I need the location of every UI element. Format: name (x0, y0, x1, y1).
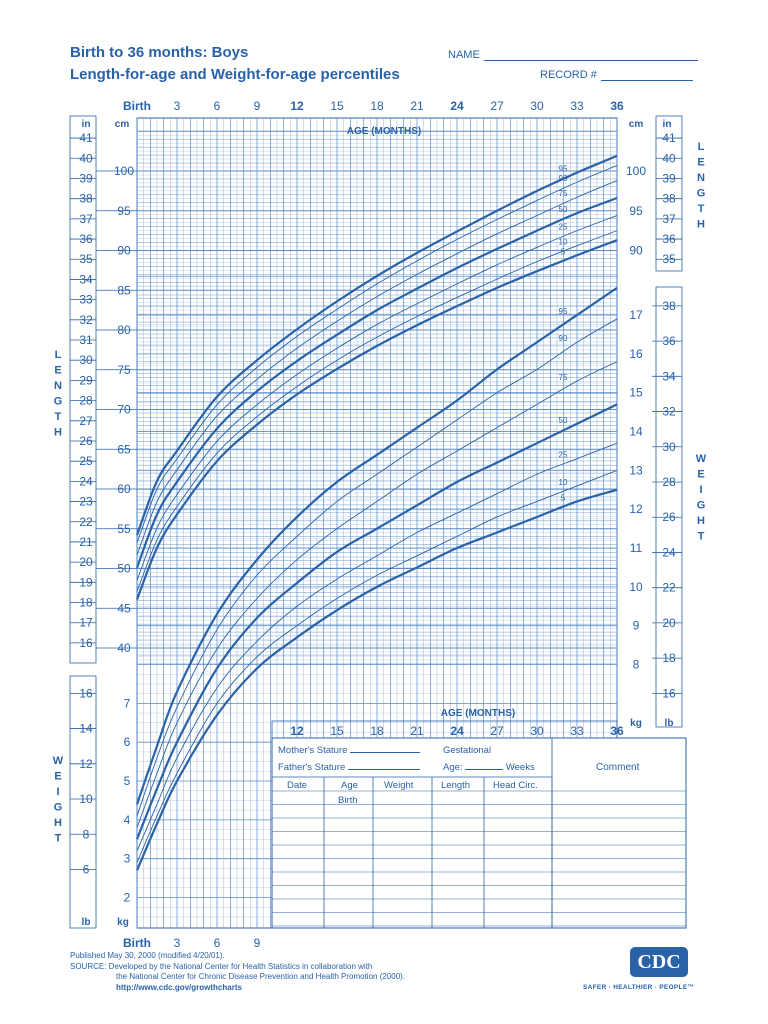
kg-tick-label-left: 7 (123, 696, 131, 711)
x-tick-label-bottom: 3 (173, 936, 181, 950)
cm-tick-label-left: 50 (117, 561, 131, 576)
percentile-label-50: 50 (558, 205, 568, 215)
kg-tick-label-left: 3 (123, 851, 131, 866)
length-axis-title-right: G (696, 187, 706, 200)
weight-axis-title-right: H (697, 515, 705, 527)
in-tick-label-left: 19 (79, 575, 93, 590)
percentile-label-75: 75 (558, 189, 568, 199)
in-tick-label-left: 26 (79, 433, 93, 448)
lb-tick-label-right: 18 (662, 651, 676, 666)
cm-tick-label-left: 70 (117, 402, 131, 417)
lb-unit-right: lb (664, 718, 674, 729)
in-tick-label-left: 25 (79, 454, 93, 469)
x-tick-label-top: 21 (410, 99, 424, 113)
kg-unit-left: kg (117, 917, 129, 928)
x-tick-label-middle: 24 (450, 724, 464, 738)
comment-header: Comment (596, 762, 640, 773)
in-tick-label-right: 41 (662, 131, 676, 146)
percentile-label-5: 5 (560, 493, 566, 503)
x-tick-label-middle: 33 (570, 724, 584, 738)
lb-tick-label-right: 28 (662, 474, 676, 489)
length-axis-title-left: T (54, 411, 62, 423)
in-tick-label-left: 31 (79, 333, 93, 348)
in-tick-label-left: 27 (79, 413, 93, 428)
x-tick-label-top: 33 (570, 99, 584, 113)
in-tick-label-left: 41 (79, 131, 93, 146)
cm-tick-label-left: 90 (117, 243, 131, 258)
in-tick-label-left: 39 (79, 171, 93, 186)
lb-tick-label-right: 16 (662, 686, 676, 701)
in-tick-label-left: 38 (79, 191, 93, 206)
cm-tick-label-left: 45 (117, 601, 131, 616)
cm-tick-label-right: 90 (629, 243, 643, 258)
percentile-label-25: 25 (558, 222, 568, 232)
x-tick-label-top: 3 (173, 99, 181, 113)
source-line1: SOURCE: Developed by the National Center for Health Statistics in collaboration with (70, 961, 373, 971)
cm-tick-label-left: 95 (117, 203, 131, 218)
cm-tick-label-right: 95 (629, 203, 643, 218)
x-tick-label-middle: 27 (490, 724, 504, 738)
kg-tick-label-left: 2 (123, 890, 131, 905)
x-tick-label-middle: 12 (290, 724, 304, 738)
lb-tick-label-left: 12 (79, 756, 93, 771)
mothers-stature-label: Mother's Stature (278, 745, 420, 756)
x-tick-label-top: 30 (530, 99, 544, 113)
lb-tick-label-right: 22 (662, 580, 676, 595)
kg-tick-label-right: 17 (629, 308, 643, 323)
x-tick-label-middle: 36 (610, 724, 624, 738)
in-tick-label-right: 39 (662, 171, 676, 186)
chart-title-line2: Length-for-age and Weight-for-age percentiles (70, 66, 400, 83)
kg-tick-label-right: 13 (629, 463, 643, 478)
lb-tick-label-right: 32 (662, 404, 676, 419)
col-weight: Weight (384, 780, 414, 791)
cm-unit-right: cm (628, 119, 644, 130)
in-tick-label-left: 20 (79, 555, 93, 570)
percentile-label-90: 90 (558, 174, 568, 184)
col-length: Length (441, 780, 471, 791)
length-axis-title-right: H (697, 218, 705, 231)
cdc-logo: CDC (630, 947, 688, 977)
col-age: Age (341, 780, 358, 791)
in-tick-label-left: 24 (79, 474, 93, 489)
in-unit-right: in (662, 119, 672, 130)
length-axis-title-left: N (54, 380, 62, 392)
in-tick-label-left: 30 (79, 353, 93, 368)
cm-tick-label-left: 40 (117, 641, 131, 655)
in-tick-label-right: 38 (662, 191, 676, 206)
cm-tick-label-left: 55 (117, 521, 131, 536)
x-tick-label-top: 6 (213, 99, 221, 113)
in-tick-label-left: 40 (79, 151, 93, 166)
lb-tick-label-left: 14 (79, 721, 93, 736)
lb-tick-label-right: 30 (662, 439, 676, 454)
lb-tick-label-right: 20 (662, 615, 676, 630)
x-tick-label-bottom: 9 (253, 936, 261, 950)
kg-tick-label-right: 8 (632, 657, 640, 672)
in-tick-label-left: 36 (79, 232, 93, 247)
x-tick-label-bottom: Birth (123, 936, 151, 950)
x-tick-label-middle: 30 (530, 724, 544, 738)
percentile-label-5: 5 (560, 247, 566, 257)
x-tick-label-top: 15 (330, 99, 344, 113)
kg-unit-right: kg (630, 718, 642, 729)
x-tick-label-top: 12 (290, 99, 304, 113)
fathers-stature-label: Father's Stature (278, 762, 420, 773)
source-line2: the National Center for Chronic Disease Prevention and Health Promotion (2000). (116, 972, 406, 981)
birth-row-label: Birth (338, 795, 358, 806)
cm-tick-label-left: 65 (117, 442, 131, 457)
name-label: NAME (448, 49, 480, 61)
gestational-age-label: Age: Weeks (443, 762, 535, 773)
in-tick-label-right: 35 (662, 252, 676, 267)
lb-tick-label-left: 10 (79, 792, 93, 807)
cm-tick-label-left: 60 (117, 482, 131, 496)
kg-tick-label-right: 16 (629, 346, 643, 361)
lb-tick-label-right: 34 (662, 369, 676, 384)
lb-tick-label-left: 16 (79, 686, 93, 701)
weight-axis-title-left: T (54, 832, 62, 845)
kg-tick-label-left: 4 (123, 812, 131, 827)
in-tick-label-left: 17 (79, 615, 93, 630)
col-head-circ: Head Circ. (493, 780, 538, 791)
cm-unit-left: cm (114, 119, 130, 130)
in-tick-label-right: 37 (662, 211, 676, 226)
cm-tick-label-right: 100 (625, 164, 647, 178)
length-axis-title-right: T (697, 203, 705, 215)
percentile-label-25: 25 (558, 450, 568, 460)
in-tick-label-left: 16 (79, 635, 93, 650)
kg-tick-label-right: 10 (629, 579, 643, 594)
in-tick-label-left: 22 (79, 514, 93, 529)
in-tick-label-left: 21 (79, 534, 93, 549)
x-tick-label-top: 36 (610, 99, 624, 113)
x-tick-label-top: 27 (490, 99, 504, 113)
length-axis-title-right: E (697, 156, 705, 169)
cm-tick-label-left: 80 (117, 323, 131, 337)
percentile-label-50: 50 (558, 415, 568, 425)
length-axis-title-left: E (54, 364, 62, 377)
in-tick-label-left: 35 (79, 252, 93, 267)
percentile-label-95: 95 (558, 164, 568, 174)
in-tick-label-left: 34 (79, 272, 93, 287)
in-tick-label-left: 18 (79, 595, 93, 610)
percentile-label-90: 90 (558, 334, 568, 344)
weight-axis-title-right: T (697, 530, 705, 543)
lb-tick-label-left: 6 (82, 862, 90, 877)
weight-axis-title-left: H (54, 817, 62, 829)
in-tick-label-left: 33 (79, 292, 93, 307)
cm-tick-label-left: 100 (113, 164, 135, 178)
x-tick-label-bottom: 6 (213, 936, 221, 950)
weight-axis-title-left: G (53, 801, 63, 814)
kg-tick-label-right: 12 (629, 502, 643, 517)
kg-tick-label-right: 15 (629, 385, 643, 400)
weight-axis-title-left: E (54, 770, 62, 783)
length-axis-title-left: G (53, 395, 63, 408)
kg-tick-label-right: 9 (632, 618, 640, 633)
weight-axis-title-left: W (52, 755, 64, 767)
lb-tick-label-left: 8 (82, 827, 90, 842)
x-tick-label-top: 9 (253, 99, 261, 113)
in-tick-label-left: 23 (79, 494, 93, 509)
cm-tick-label-left: 75 (117, 362, 131, 377)
in-tick-label-left: 28 (79, 393, 93, 408)
in-tick-label-left: 37 (79, 211, 93, 226)
weight-axis-title-right: W (695, 453, 707, 465)
lb-tick-label-right: 24 (662, 545, 676, 560)
weight-axis-title-right: G (696, 499, 706, 512)
x-axis-title-top: AGE (MONTHS) (346, 126, 422, 137)
length-axis-title-left: H (54, 426, 62, 439)
percentile-label-10: 10 (558, 237, 568, 247)
lb-tick-label-right: 36 (662, 334, 676, 349)
kg-tick-label-left: 6 (123, 735, 131, 750)
gestational-label: Gestational (443, 745, 492, 756)
x-tick-label-middle: 21 (410, 724, 424, 738)
weight-axis-title-left: I (56, 786, 60, 798)
in-tick-label-left: 32 (79, 312, 93, 327)
lb-tick-label-right: 38 (662, 298, 676, 313)
length-axis-title-left: L (54, 349, 62, 361)
length-axis-title-right: L (697, 141, 705, 153)
cdc-tagline: SAFER · HEALTHIER · PEOPLE™ (583, 984, 695, 991)
x-tick-label-top: Birth (123, 99, 151, 113)
weight-axis-title-right: I (699, 484, 703, 496)
percentile-label-95: 95 (558, 307, 568, 317)
percentile-label-10: 10 (558, 477, 568, 487)
in-tick-label-left: 29 (79, 373, 93, 388)
published-date: Published May 30, 2000 (modified 4/20/01). (70, 951, 225, 960)
x-tick-label-middle: 18 (370, 724, 384, 738)
percentile-label-75: 75 (558, 373, 568, 383)
col-date: Date (287, 780, 308, 791)
in-unit-left: in (81, 119, 91, 130)
length-axis-title-right: N (697, 172, 705, 184)
record-label: RECORD # (540, 69, 597, 81)
kg-tick-label-right: 14 (629, 424, 643, 439)
x-axis-title-middle: AGE (MONTHS) (440, 708, 516, 719)
x-tick-label-top: 24 (450, 99, 464, 113)
cm-tick-label-left: 85 (117, 283, 131, 298)
publication-note (70, 951, 405, 993)
in-tick-label-right: 36 (662, 232, 676, 247)
weight-axis-title-right: E (697, 468, 705, 481)
source-url[interactable]: http://www.cdc.gov/growthcharts (116, 982, 242, 992)
in-tick-label-right: 40 (662, 151, 676, 166)
lb-unit-left: lb (81, 917, 91, 928)
x-tick-label-top: 18 (370, 99, 384, 113)
lb-tick-label-right: 26 (662, 510, 676, 525)
kg-tick-label-right: 11 (629, 541, 643, 556)
x-tick-label-middle: 15 (330, 724, 344, 738)
kg-tick-label-left: 5 (123, 774, 131, 789)
chart-title-line1: Birth to 36 months: Boys (70, 44, 249, 61)
